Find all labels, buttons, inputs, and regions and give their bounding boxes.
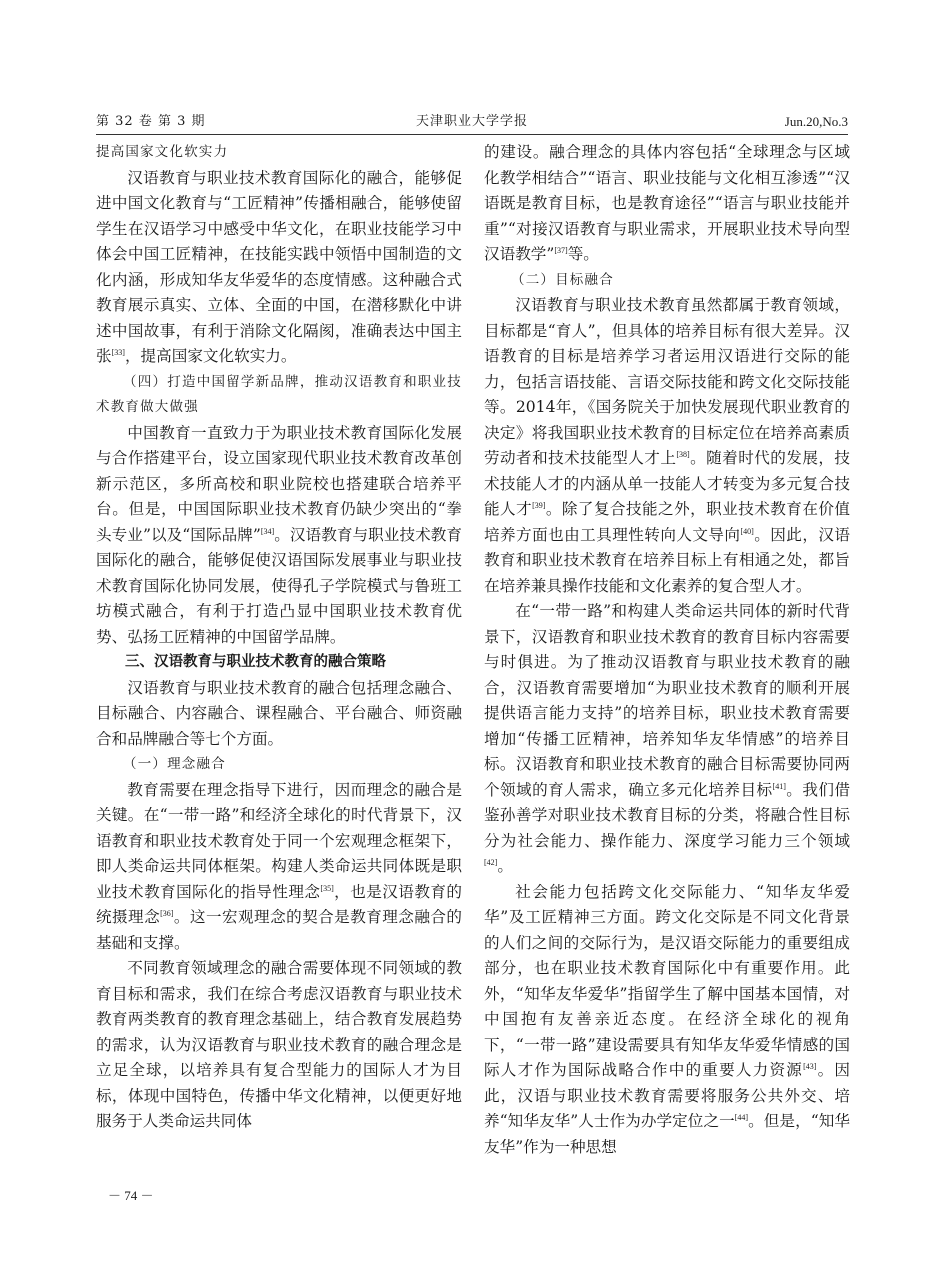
citation: [40] — [740, 526, 754, 536]
citation: [38] — [676, 449, 690, 459]
citation: [36] — [160, 908, 174, 918]
paragraph: 社会能力包括跨文化交际能力、“知华友华爱华”及工匠精神三方面。跨文化交际是不同文化背景的人们之间的交际行为，是汉语交际能力的重要组成部分，也在职业技术教育国际化中有重要作用。此外，“知华友华爱华”指留学生了解中国基本国情，对中国抱有友善亲近态度。在经济全球化的视角下，“一带一路”建设需要具有知华友华爱华情感的国际人才作为国际战略合作中的重要人力资源[43]。因此，汉语与职业技术教育需要将服务公共外交、培养“知华友华”人士作为办学定位之一[44]。但是，“知华友华”作为一种思想 — [484, 882, 850, 1156]
paragraph: 汉语教育与职业技术教育国际化的融合，能够促进中国文化教育与“工匠精神”传播相融合，能够使留学生在汉语学习中感受中华文化，在职业技能学习中体会中国工匠精神，在技能实践中领悟中国制造的文化内涵，形成知华友华爱华的态度情感。这种融合式教育展示真实、立体、全面的中国，在潜移默化中讲述中国故事，有利于消除文化隔阂，准确表达中国主张[33]，提高国家文化软实力。 — [96, 168, 462, 365]
citation: [44] — [734, 1112, 749, 1122]
citation: [35] — [320, 883, 334, 893]
paragraph: 不同教育领域理念的融合需要体现不同领域的教育目标和需求，我们在综合考虑汉语教育与职业技术教育两类教育的教育理念基础上，结合教育发展趋势的需求，认为汉语教育与职业技术教育的融合理念是立足全球，以培养具有复合型能力的国际人才为目标，体现中国特色，传播中华文化精神，以便更好地服务于人类命运共同体 — [96, 959, 462, 1130]
paragraph: 在“一带一路”和构建人类命运共同体的新时代背景下，汉语教育和职业技术教育的教育目标内容需要与时俱进。为了推动汉语教育与职业技术教育的融合，汉语教育需要增加“为职业技术教育的顺利开展提供语言能力支持”的培养目标，职业技术教育需要增加“传播工匠精神，培养知华友华情感”的培养目标。汉语教育和职业技术教育的融合目标需要协同两个领域的育人需求，确立多元化培养目标[41]。我们借鉴孙善学对职业技术教育目标的分类，将融合性目标分为社会能力、操作能力、深度学习能力三个领域[42]。 — [484, 602, 850, 875]
citation: [39] — [532, 500, 546, 510]
citation: [41] — [772, 781, 786, 791]
citation: [43] — [803, 1061, 817, 1071]
subsection-heading-continued: 提高国家文化软实力 — [96, 144, 229, 160]
subsection-heading: （一）理念融合 — [123, 756, 226, 772]
paragraph: 汉语教育与职业技术教育虽然都属于教育领域，目标都是“育人”，但具体的培养目标有很大差异。汉语教育的目标是培养学习者运用汉语进行交际的能力，包括言语技能、言语交际技能和跨文化交际技能等。2014年，《国务院关于加快发展现代职业教育的决定》将我国职业技术教育的目标定位在培养高素质劳动者和技术技能型人才上[38]。随着时代的发展，技术技能人才的内涵从单一技能人才转变为多元复合技能人才[39]。除了复合技能之外，职业技术教育在价值培养方面也由工具理性转向人文导向[40]。因此，汉语教育和职业技术教育在培养目标上有相通之处，都旨在培养兼具操作技能和文化素养的复合型人才。 — [484, 296, 850, 595]
page-number: － 74 － — [108, 1188, 154, 1203]
date-issue: Jun.20,No.3 — [784, 114, 848, 129]
left-column — [96, 140, 462, 1135]
volume-issue: 第 32 卷 第 3 期 — [96, 114, 206, 129]
paragraph: 汉语教育与职业技术教育的融合包括理念融合、目标融合、内容融合、课程融合、平台融合、师资融合和品牌融合等七个方面。 — [96, 678, 462, 748]
citation: [37] — [554, 245, 568, 255]
paragraph: 的建设。融合理念的具体内容包括“全球理念与区域化教学相结合”“语言、职业技能与文化相互渗透”“汉语既是教育目标，也是教育途径”“语言与职业技能并重”“对接汉语教育与职业需求，开展职业技术导向型汉语教学”[37]等。 — [484, 143, 850, 263]
right-column — [484, 140, 850, 1160]
citation: [34] — [260, 526, 275, 536]
section-heading: 三、汉语教育与职业技术教育的融合策略 — [125, 654, 386, 670]
journal-title: 天津职业大学学报 — [415, 114, 528, 129]
paragraph: 教育需要在理念指导下进行，因而理念的融合是关键。在“一带一路”和经济全球化的时代背景下，汉语教育和职业技术教育处于同一个宏观理念框架下，即人类命运共同体框架。构建人类命运共同体既是职业技术教育国际化的指导性理念[35]，也是汉语教育的统摄理念[36]。这一宏观理念的契合是教育理念融合的基础和支撑。 — [96, 780, 462, 952]
citation: [33] — [111, 347, 125, 357]
citation: [42] — [484, 857, 498, 867]
running-header — [96, 112, 848, 135]
subsection-heading: （二）目标融合 — [511, 271, 614, 288]
subsection-heading: （四）打造中国留学新品牌，推动汉语教育和职业技术教育做大做强 — [96, 373, 462, 415]
paragraph: 中国教育一直致力于为职业技术教育国际化发展与合作搭建平台，设立国家现代职业技术教育改革创新示范区，多所高校和职业院校也搭建联合培养平台。但是，中国国际职业技术教育仍缺少突出的“拳头专业”以及“国际品牌”[34]。汉语教育与职业技术教育国际化的融合，能够促使汉语国际发展事业与职业技术教育国际化协同发展，使得孔子学院模式与鲁班工坊模式融合，有利于打造凸显中国职业技术教育优势、弘扬工匠精神的中国留学品牌。 — [96, 423, 462, 646]
